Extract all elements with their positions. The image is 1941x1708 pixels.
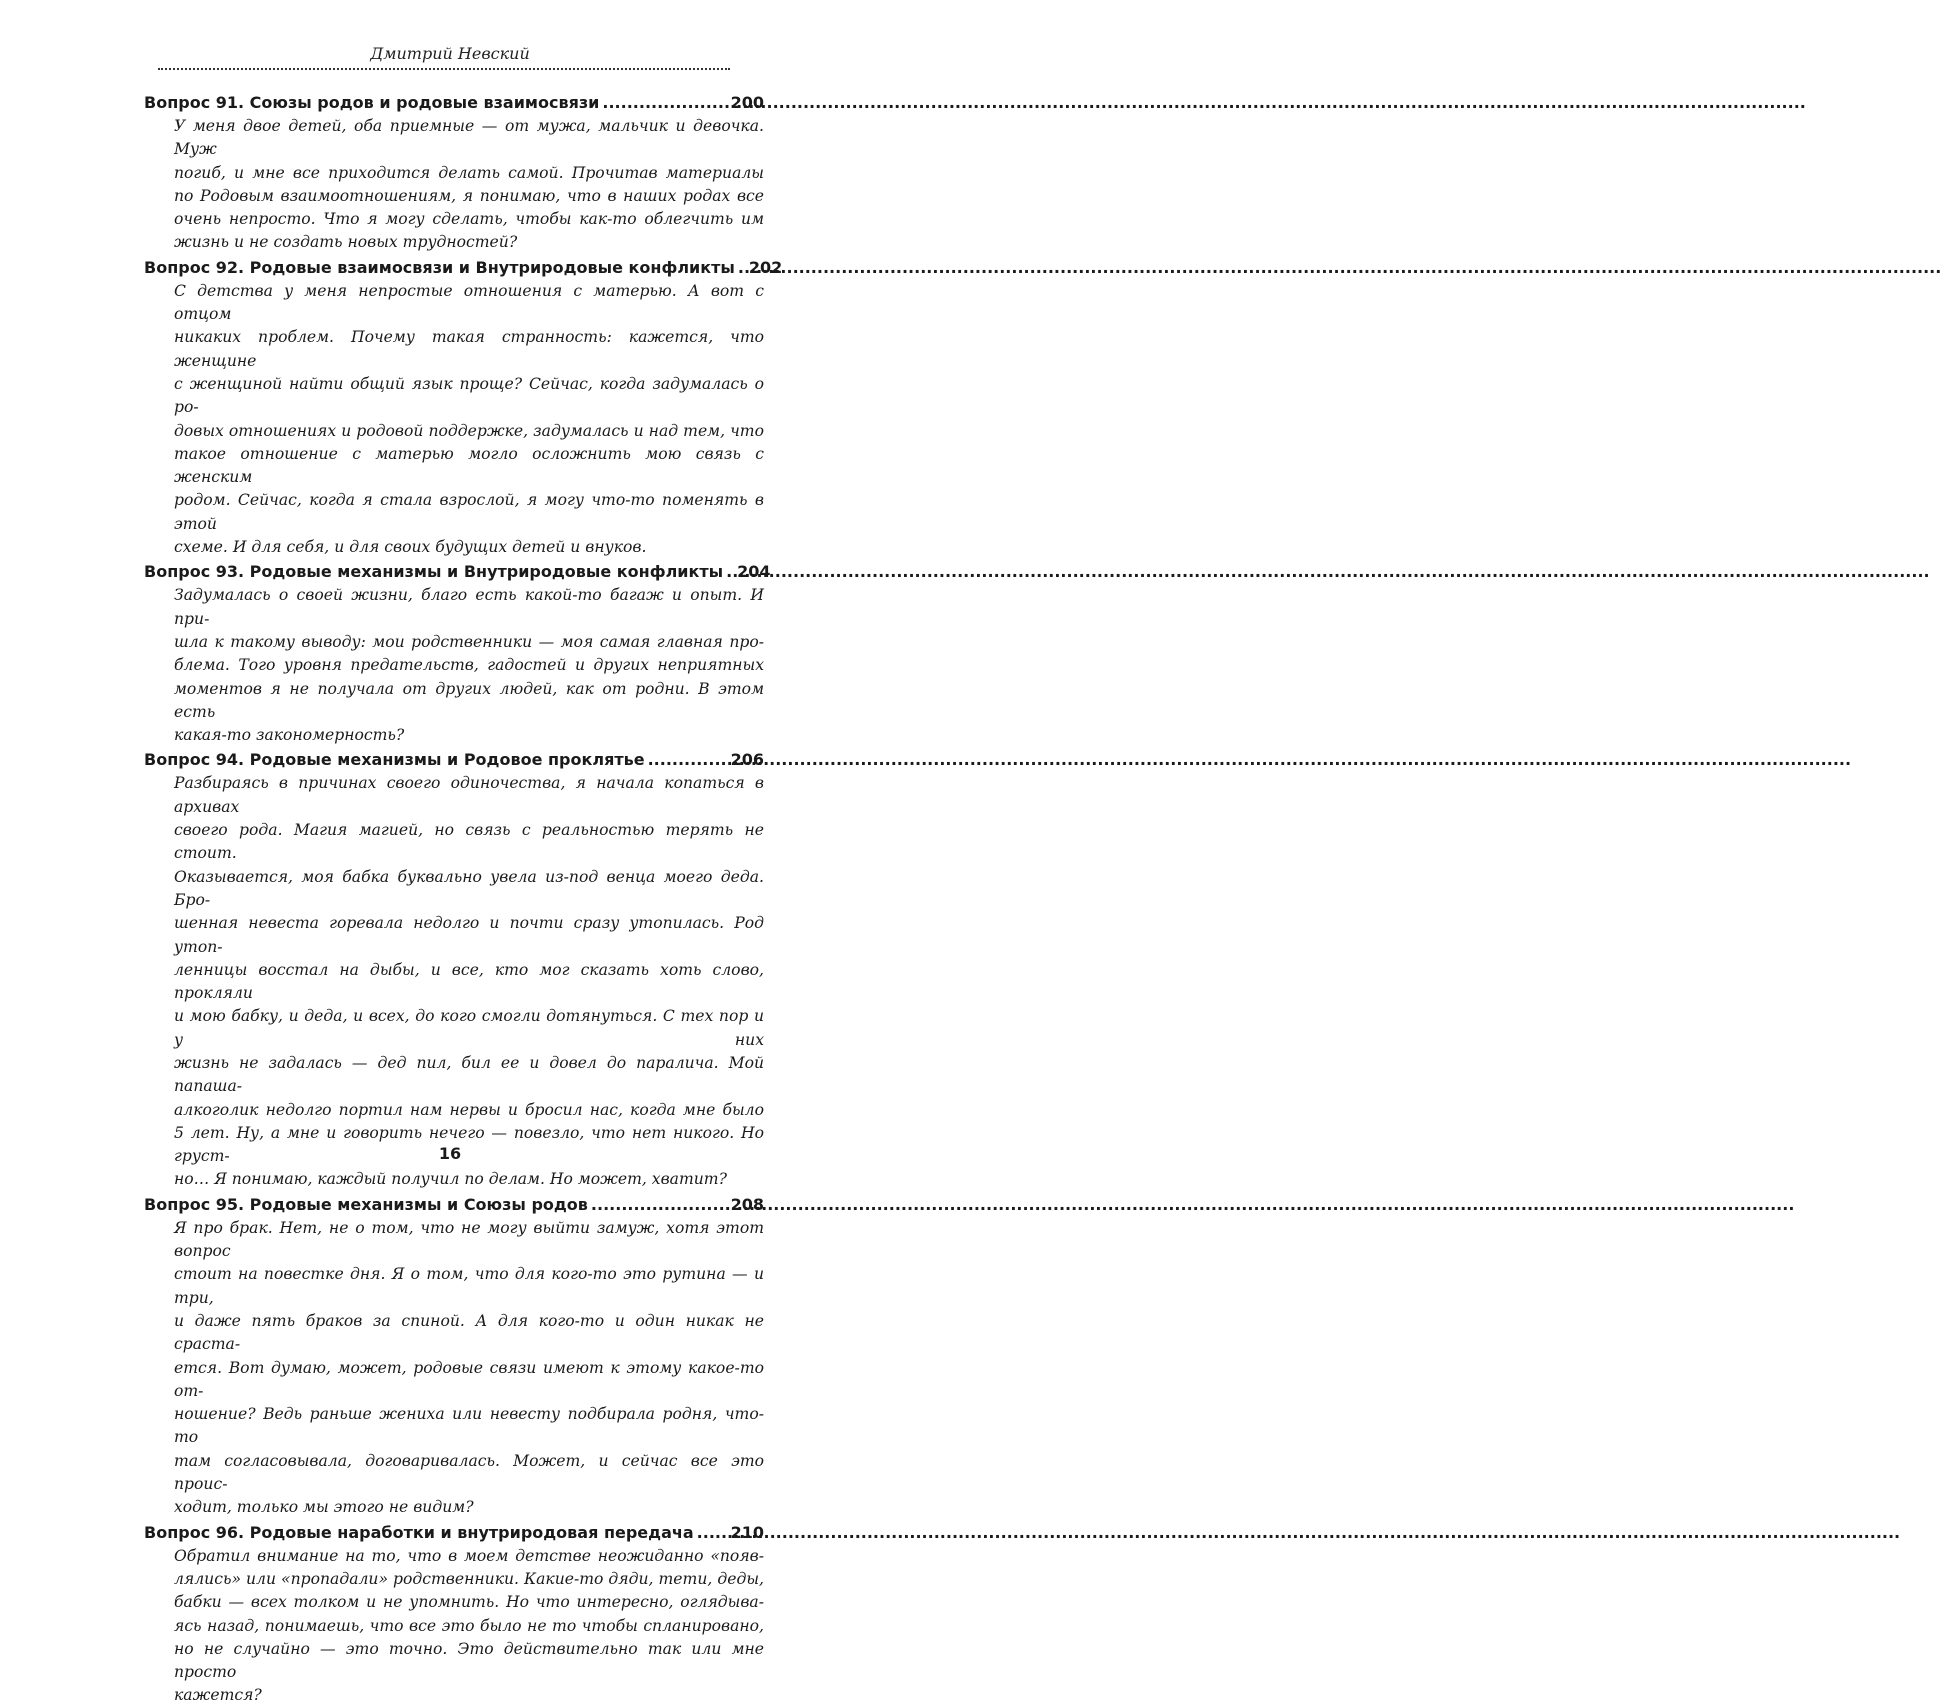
description-line: шенная невеста горевала недолго и почти сразу утопилась. Род утоп-: [174, 914, 764, 956]
description-line: 5 лет. Ну, а мне и говорить нечего — повезло, что нет никого. Но груст-: [174, 1123, 764, 1166]
description-line: Задумалась о своей жизни, благо есть какой-то багаж и опыт. И при-: [174, 586, 764, 628]
entry-title: Вопрос 96. Родовые наработки и внутриродовая передача: [144, 1522, 694, 1542]
description-line: и даже пять браков за спиной. А для кого-то и один никак не сраста-: [174, 1311, 764, 1354]
entry-page-number: 208: [730, 1194, 764, 1214]
entry-heading: [144, 1192, 764, 1217]
description-line: С детства у меня непростые отношения с матерью. А вот с отцом: [174, 281, 764, 324]
toc-entry: [144, 747, 764, 1191]
description-line: моментов я не получала от других людей, как от родни. В этом есть: [174, 679, 764, 721]
entry-page-number: 206: [730, 750, 764, 770]
entry-title: Вопрос 94. Родовые механизмы и Родовое проклятье: [144, 750, 645, 770]
description-line: Я про брак. Нет, не о том, что не могу выйти замуж, хотя этот вопрос: [174, 1218, 764, 1261]
entry-description: [174, 1545, 764, 1708]
entry-page-number: 202: [748, 257, 783, 277]
entry-heading: [144, 90, 764, 115]
description-line: родом. Сейчас, когда я стала взрослой, я могу что-то поменять в этой: [174, 491, 764, 533]
description-line: ходит, только мы этого не видим?: [174, 1498, 474, 1517]
description-line: стоит на повестке дня. Я о том, что для кого-то это рутина — и три,: [174, 1265, 764, 1307]
dot-leader: [726, 559, 734, 584]
dot-leader: [591, 1192, 728, 1217]
header-dotted-rule: [158, 68, 730, 70]
entry-description: [174, 115, 764, 255]
entry-heading: [144, 255, 783, 280]
running-header-author: Дмитрий Невский: [370, 44, 530, 63]
toc-entry: [144, 559, 771, 747]
description-line: и мою бабку, и деда, и всех, до кого смогли дотянуться. С тех пор и у них: [174, 1007, 764, 1049]
dot-leader: [648, 747, 728, 772]
entry-heading: [144, 1520, 764, 1545]
toc-entries: [144, 90, 783, 1708]
description-line: схеме. И для себя, и для своих будущих детей и внуков.: [174, 538, 647, 557]
description-line: никаких проблем. Почему такая странность: кажется, что женщине: [174, 328, 764, 370]
description-line: бабки — всех толком и не упомнить. Но что интересно, оглядыва-: [174, 1593, 764, 1612]
description-line: ленницы восстал на дыбы, и все, кто мог сказать хоть слово, прокляли: [174, 960, 764, 1003]
description-line: шла к такому выводу: мои родственники — моя самая главная про-: [174, 632, 764, 651]
toc-entry: [144, 255, 783, 560]
description-line: погиб, и мне все приходится делать самой. Прочитав материалы: [174, 163, 764, 182]
description-line: такое отношение с матерью могло осложнить мою связь с женским: [174, 444, 764, 487]
toc-entry: [144, 1520, 764, 1708]
entry-title: Вопрос 93. Родовые механизмы и Внутриродовые конфликты: [144, 562, 724, 582]
entry-title: Вопрос 91. Союзы родов и родовые взаимосвязи: [144, 93, 600, 112]
description-line: с женщиной найти общий язык проще? Сейчас, когда задумалась о ро-: [174, 374, 764, 417]
description-line: ется. Вот думаю, может, родовые связи имеют к этому какое-то от-: [174, 1358, 764, 1400]
description-line: своего рода. Магия магией, но связь с реальностью терять не стоит.: [174, 821, 764, 863]
entry-title: Вопрос 95. Родовые механизмы и Союзы родов: [144, 1194, 588, 1214]
description-line: жизнь не задалась — дед пил, бил ее и довел до паралича. Мой папаша-: [174, 1053, 764, 1096]
description-line: довых отношениях и родовой поддержке, задумалась и над тем, что: [174, 421, 764, 440]
entry-description: [174, 1217, 764, 1520]
description-line: по Родовым взаимоотношениям, я понимаю, что в наших родах все: [174, 186, 764, 205]
description-line: ясь назад, понимаешь, что все это было не то чтобы спланировано,: [174, 1616, 764, 1635]
page-number: 16: [438, 1144, 462, 1163]
toc-entry: [144, 90, 764, 255]
description-line: лялись» или «пропадали» родственники. Какие-то дяди, тети, деды,: [174, 1569, 764, 1588]
description-line: жизнь и не создать новых трудностей?: [174, 233, 518, 252]
description-line: алкоголик недолго портил нам нервы и бросил нас, когда мне было: [174, 1100, 764, 1119]
description-line: блема. Того уровня предательств, гадостей и других неприятных: [174, 656, 764, 675]
description-line: очень непросто. Что я могу сделать, чтобы как-то облегчить им: [174, 210, 764, 229]
entry-page-number: 210: [730, 1522, 764, 1542]
description-line: Оказывается, моя бабка буквально увела из-под венца моего деда. Бро-: [174, 867, 764, 909]
description-line: какая-то закономерность?: [174, 726, 405, 745]
description-line: кажется?: [174, 1686, 262, 1705]
description-line: Разбираясь в причинах своего одиночества, я начала копаться в архивах: [174, 774, 764, 816]
entry-heading: [144, 747, 764, 772]
description-line: Обратил внимание на то, что в моем детстве неожиданно «появ-: [174, 1546, 764, 1565]
dot-leader: [738, 255, 746, 280]
description-line: ношение? Ведь раньше жениха или невесту подбирала родня, что-то: [174, 1405, 764, 1447]
description-line: но не случайно — это точно. Это действительно так или мне просто: [174, 1639, 764, 1682]
description-line: там согласовывала, договаривалась. Может, и сейчас все это проис-: [174, 1451, 764, 1494]
entry-description: [174, 584, 764, 747]
dot-leader: [697, 1520, 728, 1545]
description-line: но… Я понимаю, каждый получил по делам. Но может, хватит?: [174, 1170, 727, 1189]
dot-leader: [602, 90, 727, 115]
entry-page-number: 204: [737, 562, 771, 582]
toc-entry: [144, 1192, 764, 1520]
entry-description: [174, 280, 764, 560]
entry-heading: [144, 559, 771, 584]
description-line: У меня двое детей, оба приемные — от мужа, мальчик и девочка. Муж: [174, 117, 764, 159]
entry-page-number: 200: [730, 93, 764, 112]
entry-description: [174, 772, 764, 1191]
entry-title: Вопрос 92. Родовые взаимосвязи и Внутриродовые конфликты: [144, 257, 735, 277]
